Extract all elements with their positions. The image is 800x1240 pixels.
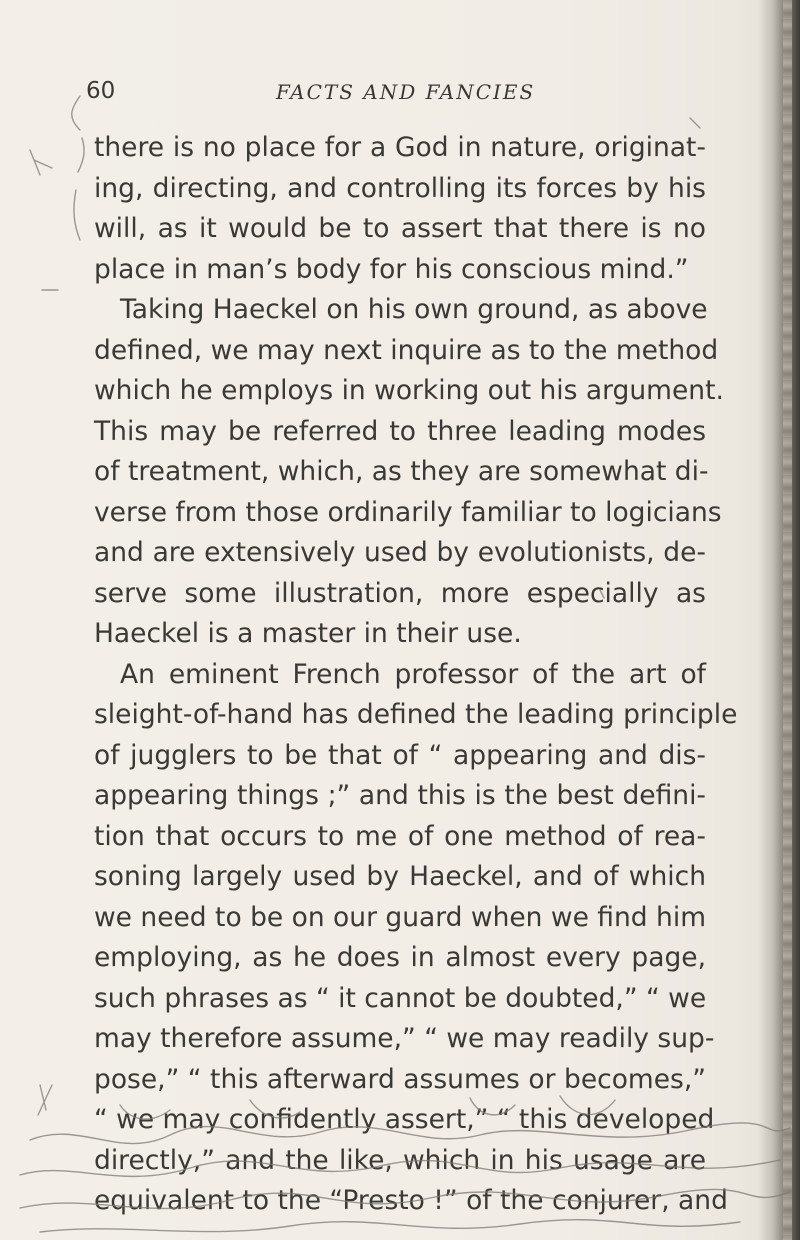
text-line: pose,” “ this afterward assumes or becomes,” <box>94 1063 706 1095</box>
text-line: soning largely used by Haeckel, and of which <box>94 861 706 892</box>
text-line: of treatment, which, as they are somewhat di- <box>94 456 709 487</box>
text-line: ing, directing, and controlling its forces by his <box>94 172 706 204</box>
text-line: employing, as he does in almost every page, <box>94 942 706 973</box>
text-line: equivalent to the “Presto !” of the conjurer, and <box>94 1185 728 1216</box>
text-line: An eminent French professor of the art of <box>120 658 706 690</box>
text-line: place in man’s body for his conscious mind.” <box>94 253 689 285</box>
handwriting-scribble <box>40 1220 740 1232</box>
text-line: directly,” and the like, which in his usage are <box>94 1144 706 1176</box>
margin-bracket-mark <box>74 190 80 240</box>
text-line: there is no place for a God in nature, originat- <box>94 132 706 163</box>
margin-tick <box>690 118 700 128</box>
text-line: which he employs in working out his argument. <box>94 375 724 406</box>
text-line: “ we may confidently assert,” “ this developed <box>94 1104 715 1135</box>
margin-x-mark <box>38 1085 52 1115</box>
text-line: and are extensively used by evolutionists, de- <box>94 537 706 568</box>
margin-bracket-mark <box>78 138 84 172</box>
text-line: serve some illustration, more especially as <box>94 577 706 609</box>
text-line: This may be referred to three leading modes <box>94 415 706 447</box>
text-line: tion that occurs to me of one method of rea- <box>94 820 706 852</box>
text-line: defined, we may next inquire as to the method <box>94 334 719 366</box>
body-text <box>94 128 738 1222</box>
page-edge-binding <box>783 0 792 1240</box>
text-line: will, as it would be to assert that there is no <box>94 213 706 244</box>
running-title: FACTS AND FANCIES <box>276 80 536 104</box>
text-line: we need to be on our guard when we find him <box>94 901 707 933</box>
page-number: 60 <box>86 78 116 104</box>
margin-checkmark <box>30 150 52 175</box>
text-line: of jugglers to be that of “ appearing and dis- <box>94 739 706 771</box>
margin-bracket-mark <box>72 96 80 130</box>
text-line: sleight-of-hand has defined the leading principle <box>94 699 738 730</box>
text-line: such phrases as “ it cannot be doubted,” “ we <box>94 982 707 1014</box>
text-line: may therefore assume,” “ we may readily sup- <box>94 1023 715 1054</box>
text-line: verse from those ordinarily familiar to logicians <box>94 496 722 528</box>
text-line: appearing things ;” and this is the best defini- <box>94 780 706 811</box>
running-head <box>86 78 646 108</box>
text-line: Haeckel is a master in their use. <box>94 618 522 649</box>
page-edge-shadow <box>758 0 800 1240</box>
text-line: Taking Haeckel on his own ground, as above <box>120 294 708 325</box>
